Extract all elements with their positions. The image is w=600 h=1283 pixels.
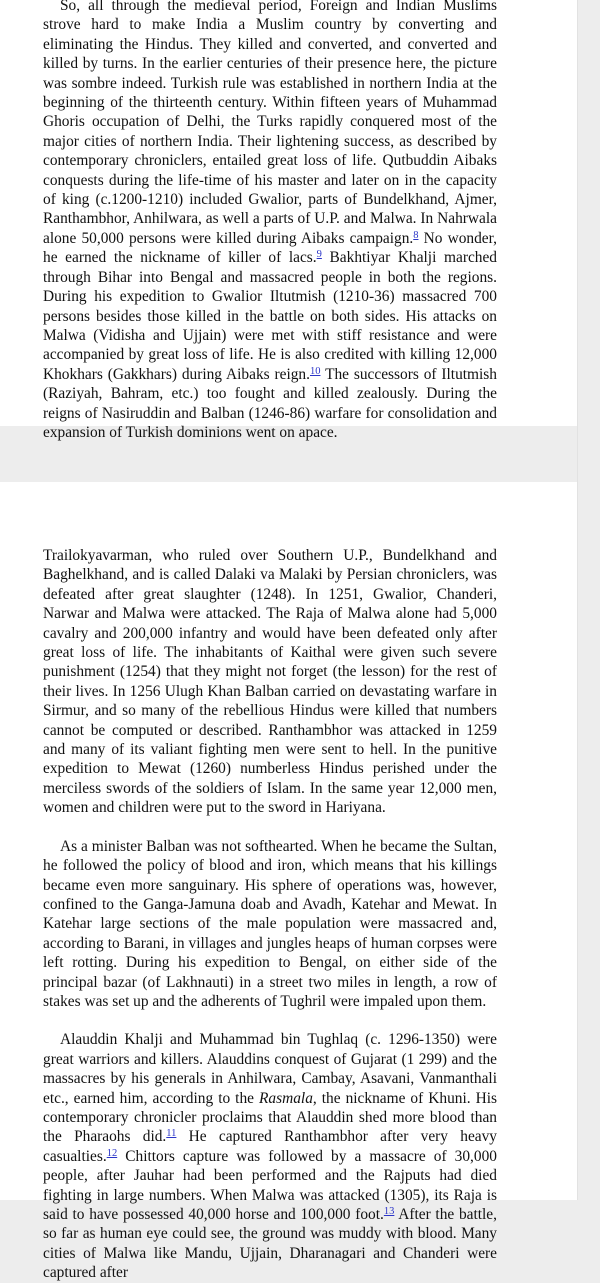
paragraph <box>43 1030 497 1282</box>
footnote-link-13[interactable]: 13 <box>383 1206 395 1217</box>
paragraph-text: The successors of Iltutmish (Raziyah, Bahram, etc.) too fought and killed zealously. During the reigns of Nasiruddin and Balban (1246-86) warfare for consolidation and expansion of Turkish dominions went on apace. <box>43 365 497 441</box>
footnote-link-12[interactable]: 12 <box>106 1147 118 1159</box>
paragraph-text: Chittors capture was followed by a massacre of 30,000 people, after Jauhar had been performed and the Rajputs had died fighting in large numbers. When Malwa was attacked (1305), its Raja is said to have possessed 40,000 horse and 100,000 foot. <box>43 1147 497 1223</box>
paragraph <box>43 546 497 818</box>
paragraph <box>43 0 497 442</box>
paragraph-text: As a minister Balban was not softhearted. When he became the Sultan, he followed the policy of blood and iron, which means that his killings became even more sanguinary. His sphere of operations was, however, confined to the Ganga-Jamuna doab and Avadh, Katehar and Mewat. In Katehar large sections of the male population were massacred and, according to Barani, in villages and jungles heaps of human corpses were left rotting. During his expedition to Bengal, on either side of the principal bazar (of Lakhnauti) in a street two miles in length, a row of stakes was set up and the adherents of Tughril were impaled upon them. <box>43 837 497 1010</box>
footnote-link-8[interactable]: 8 <box>413 229 419 241</box>
emphasis-text: Rasmala <box>259 1089 313 1107</box>
paragraph-text: He captured Ranthambhor after very heavy casualties. <box>43 1128 497 1165</box>
footnote-link-11[interactable]: 11 <box>166 1128 177 1140</box>
paragraph-text: , the nickname of Khuni. His contemporary chronicler proclaims that Alauddin shed more blood than the Pharaohs did. <box>43 1089 497 1146</box>
paragraph <box>43 837 497 1012</box>
footnote-link-9[interactable]: 9 <box>316 249 322 261</box>
paragraph-text: After the battle, so far as human eye could see, the ground was muddy with blood. Many cities of Malwa like Mandu, Ujjain, Dharanagari and Chanderi were captured after <box>43 1206 497 1282</box>
document-page-1 <box>0 0 577 441</box>
paragraph-text: Bakhtiyar Khalji marched through Bihar into Bengal and massacred people in both the regions. During his expedition to Gwalior Iltutmish (1210-36) massacred 700 persons besides those killed in the battle on both sides. His attacks on Malwa (Vidisha and Ujjain) were met with stiff resistance and were accompanied by great loss of life. He is also credited with killing 12,000 Khokhars (Gakkhars) during Aibaks reign. <box>43 249 497 383</box>
page-edge-divider <box>577 0 578 1200</box>
paragraph-text: So, all through the medieval period, Foreign and Indian Muslims strove hard to make India a Muslim country by converting and eliminating the Hindus. They killed and converted, and converted and killed by turns. In the earlier centuries of their presence here, the picture was sombre indeed. Turkish rule was established in northern India at the beginning of the thirteenth century. Within fifteen years of Muhammad Ghoris occupation of Delhi, the Turks rapidly conquered most of the major cities of northern India. Their lightening success, as described by contemporary chroniclers, entailed great loss of life. Qutbuddin Aibaks conquests during the life-time of his master and later on in the capacity of king (c.1200-1210) included Gwalior, parts of Bundelkhand, Ajmer, Ranthambhor, Anhilwara, as well a parts of U.P. and Malwa. In Nahrwala alone 50,000 persons were killed during Aibaks campaign. <box>43 0 497 247</box>
page-2-text <box>43 546 497 1283</box>
paragraph-text: No wonder, he earned the nickname of killer of lacs. <box>43 229 497 267</box>
document-page-2 <box>0 482 577 1282</box>
page-1-text <box>43 0 497 442</box>
paragraph-text: Alauddin Khalji and Muhammad bin Tughlaq (c. 1296-1350) were great warriors and killers. Alauddins conquest of Gujarat (1 299) and the massacres by his generals in Anhilwara, Cambay, Asavani, Vanmanthali etc., earned him, according to the <box>43 1031 497 1107</box>
footnote-link-10[interactable]: 10 <box>309 365 321 377</box>
paragraph-text: Trailokyavarman, who ruled over Southern U.P., Bundelkhand and Baghelkhand, and is called Dalaki va Malaki by Persian chroniclers, was defeated after great slaughter (1248). In 1251, Gwalior, Chanderi, Narwar and Malwa were attacked. The Raja of Malwa alone had 5,000 cavalry and 200,000 infantry and would have been defeated only after great loss of life. The inhabitants of Kaithal were given such severe punishment (1254) that they might not forget (the lesson) for the rest of their lives. In 1256 Ulugh Khan Balban carried on devastating warfare in Sirmur, and so many of the rebellious Hindus were killed that numbers cannot be computed or described. Ranthambhor was attacked in 1259 and many of its valiant fighting men were sent to hell. In the punitive expedition to Mewat (1260) numberless Hindus perished under the merciless swords of the soldiers of Islam. In the same year 12,000 men, women and children were put to the sword in Hariyana. <box>43 547 497 817</box>
